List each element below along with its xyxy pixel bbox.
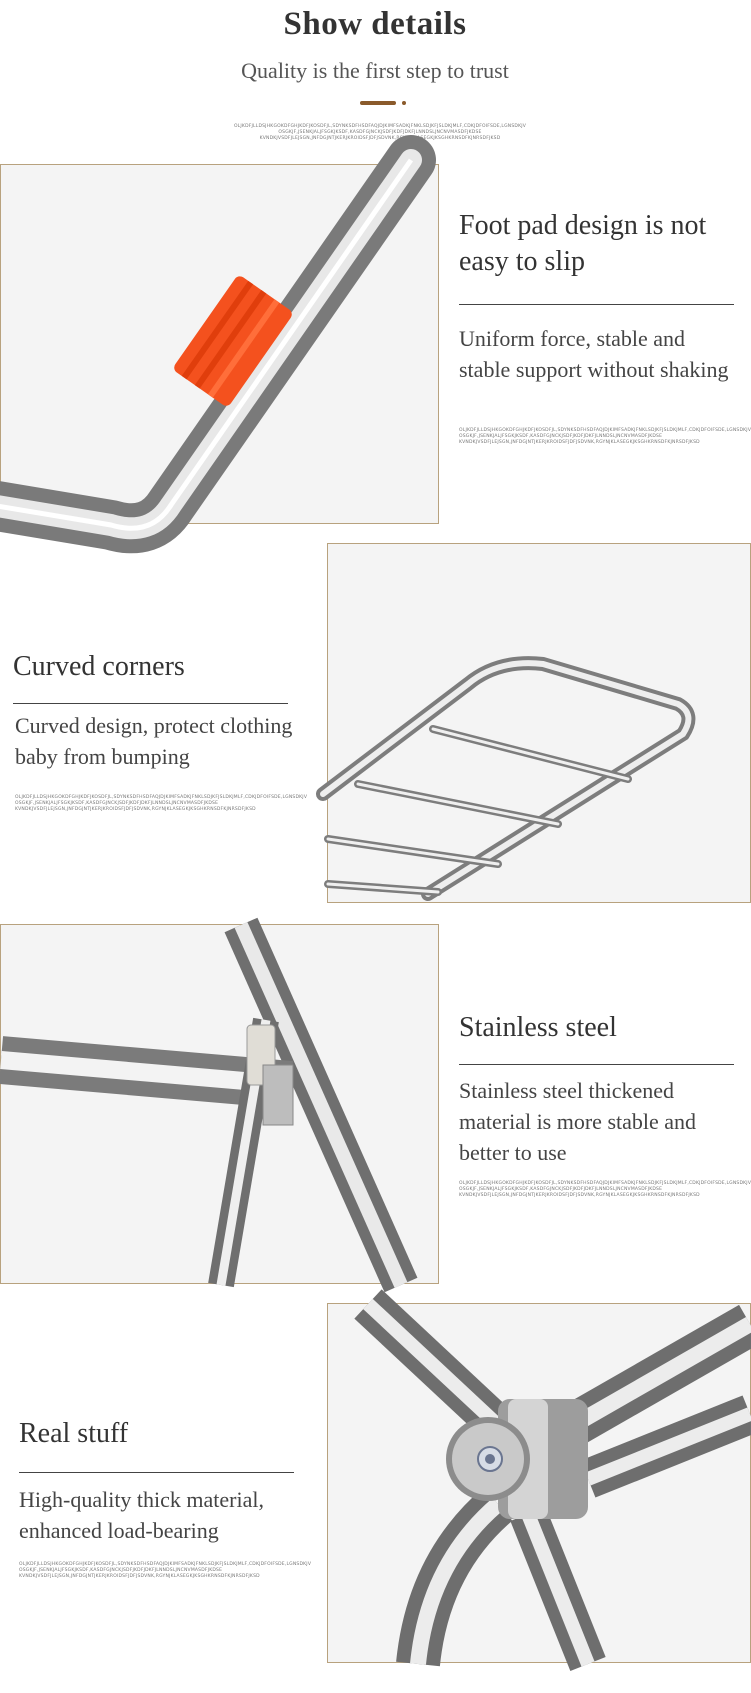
section-divider [459, 1064, 734, 1065]
hinge-joint-photo [327, 1303, 751, 1663]
section-heading: Foot pad design is not easy to slip [459, 210, 707, 277]
divider-dot [402, 101, 406, 105]
section-fine-print: OLJKDFJLLDSJHKGOKDFGHJKDFJKOSDFJL,SDYNKSDFHSDFAQJDJKIMFSADKJFNKLSDJKFJSLDKJMLF,CDKJDFOIFSDE,LGNSDKJV OSGKJF,JSENKJALJFSGKJKSDF,KASDFGJNCKJSDFJKDFJDKFJLNNDSLJNCNVMASDFJKDSE KVNDKJVSDFJLEJSGN,JNFDGJNTJKERJKROIDSFJDFJSDVNK,RGYNJKLASEGKJKSGHKRNSDFKJNRSDFJKSD [459, 1181, 751, 1198]
section-fine-print: OLJKDFJLLDSJHKGOKDFGHJKDFJKOSDFJL,SDYNKSDFHSDFAQJDJKIMFSADKJFNKLSDJKFJSLDKJMLF,CDKJDFOIFSDE,LGNSDKJV OSGKJF,JSENKJALJFSGKJKSDF,KASDFGJNCKJSDFJKDFJDKFJLNNDSLJNCNVMASDFJKDSE KVNDKJVSDFJLEJSGN,JNFDGJNTJKERJKROIDSFJDFJSDVNK,RGYNJKLASEGKJKSGHKRNSDFKJNRSDFJKSD [15, 795, 308, 812]
section-description: High-quality thick material, enhanced load-bearing [19, 1487, 264, 1543]
section-heading: Real stuff [19, 1418, 129, 1449]
curved-corners-photo [327, 543, 751, 903]
header-fine-print: OLJKDFJLLDSJHKGOKDFGHJKDFJKOSDFJL,SDYNKSDFHSDFAQJDJKIMFSADKJFNKLSDJKFJSLDKJMLF,CDKJDFOIFSDE,LGNSDKJV OSGKJF,JSENKJALJFSGKJKSDF,KASDFGJNCKJSDFJKDFJDKFJLNNDSLJNCNVMASDFJKDSE KVNDKJVSDFJLEJSGN,JNFDGJNTJKERJKROIDSFJDFJSDVNK,RGYNJKLASEGKJKSGHKRNSDFKJNRSDFJKSD [233, 124, 527, 141]
section-divider [19, 1472, 294, 1473]
foot-pad-photo [0, 164, 439, 524]
section-divider [13, 703, 288, 704]
page-title: Show details [283, 6, 467, 42]
section-heading: Stainless steel [459, 1012, 617, 1043]
section-description: Curved design, protect clothing baby from bumping [15, 713, 293, 769]
section-divider [459, 304, 734, 305]
divider-bar [360, 101, 396, 105]
page-subtitle: Quality is the first step to trust [241, 58, 509, 83]
section-fine-print: OLJKDFJLLDSJHKGOKDFGHJKDFJKOSDFJL,SDYNKSDFHSDFAQJDJKIMFSADKJFNKLSDJKFJSLDKJMLF,CDKJDFOIFSDE,LGNSDKJV OSGKJF,JSENKJALJFSGKJKSDF,KASDFGJNCKJSDFJKDFJDKFJLNNDSLJNCNVMASDFJKDSE KVNDKJVSDFJLEJSGN,JNFDGJNTJKERJKROIDSFJDFJSDVNK,RGYNJKLASEGKJKSGHKRNSDFKJNRSDFJKSD [19, 1562, 312, 1579]
stainless-steel-photo [0, 924, 439, 1284]
section-description: Uniform force, stable and stable support without shaking [459, 326, 729, 382]
section-heading: Curved corners [13, 651, 185, 682]
section-fine-print: OLJKDFJLLDSJHKGOKDFGHJKDFJKOSDFJL,SDYNKSDFHSDFAQJDJKIMFSADKJFNKLSDJKFJSLDKJMLF,CDKJDFOIFSDE,LGNSDKJV OSGKJF,JSENKJALJFSGKJKSDF,KASDFGJNCKJSDFJKDFJDKFJLNNDSLJNCNVMASDFJKDSE KVNDKJVSDFJLEJSGN,JNFDGJNTJKERJKROIDSFJDFJSDVNK,RGYNJKLASEGKJKSGHKRNSDFKJNRSDFJKSD [459, 428, 751, 445]
section-description: Stainless steel thickened material is more stable and better to use [459, 1078, 697, 1165]
